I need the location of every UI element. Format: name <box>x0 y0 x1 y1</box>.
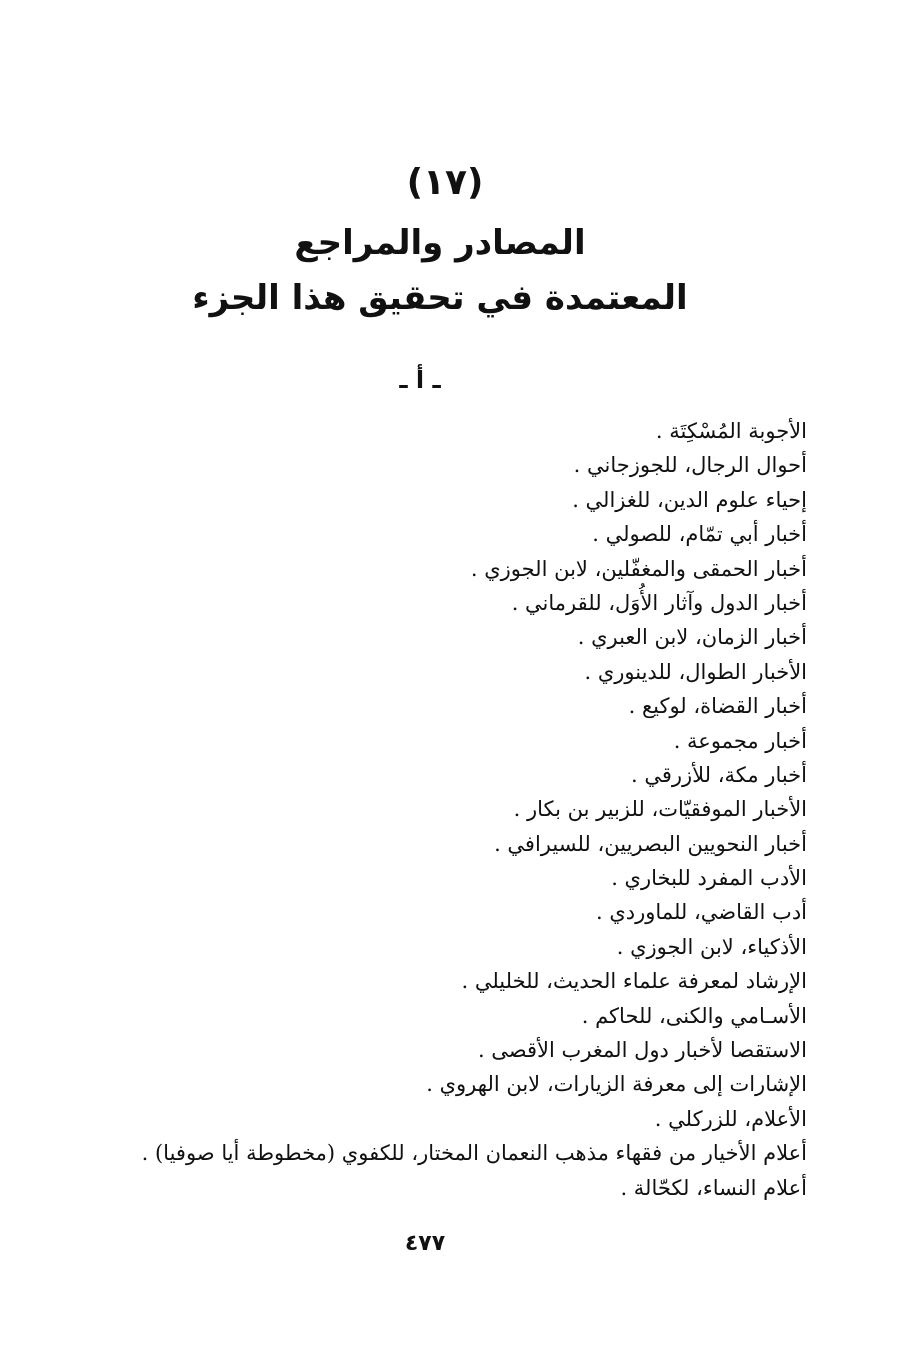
bibliography-entry: أحوال الرجال، للجوزجاني . <box>573 453 807 478</box>
chapter-number: (١٧) <box>406 162 484 203</box>
bibliography-entry: أعلام الأخيار من فقهاء مذهب النعمان المختار، للكفوي (مخطوطة أيا صوفيا) . <box>141 1141 807 1166</box>
bibliography-entry: أخبار أبي تمّام، للصولي . <box>592 522 807 547</box>
bibliography-entry: الأعلام، للزركلي . <box>654 1106 807 1131</box>
bibliography-entry: أخبار الدول وآثار الأُوَل، للقرماني . <box>511 590 807 615</box>
page-title-line-2: المعتمدة في تحقيق هذا الجزء <box>192 278 688 318</box>
bibliography-entry: إحياء علوم الدين، للغزالي . <box>572 487 807 512</box>
bibliography-entry: أخبار مكة، للأزرقي . <box>630 762 807 787</box>
bibliography-entry: أعلام النساء، لكحّالة . <box>620 1175 807 1200</box>
bibliography-entry: الأذكياء، لابن الجوزي . <box>616 934 807 959</box>
section-letter-heading: ـ أ ـ <box>399 366 441 394</box>
bibliography-entry: أخبار مجموعة . <box>673 728 807 753</box>
bibliography-entry: الاستقصا لأخبار دول المغرب الأقصى . <box>477 1038 807 1063</box>
page-title-line-1: المصادر والمراجع <box>294 223 586 263</box>
bibliography-entry: الأخبار الطوال، للدينوري . <box>584 659 807 684</box>
bibliography-entry: أخبار القضاة، لوكيع . <box>628 694 807 719</box>
bibliography-entry: الأخبار الموفقيّات، للزبير بن بكار . <box>513 797 807 822</box>
bibliography-entry: أخبار الحمقى والمغفّلين، لابن الجوزي . <box>470 556 807 581</box>
bibliography-entry: الأجوبة المُسْكِتَة . <box>655 419 807 443</box>
bibliography-entry: الإرشاد لمعرفة علماء الحديث، للخليلي . <box>461 969 807 994</box>
bibliography-list <box>87 414 807 1205</box>
bibliography-entry: الأدب المفرد للبخاري . <box>611 866 807 891</box>
bibliography-entry: الإشارات إلى معرفة الزيارات، لابن الهروي . <box>426 1072 807 1097</box>
bibliography-entry: أخبار النحويين البصريين، للسيرافي . <box>494 831 807 856</box>
page-number: ٤٧٧ <box>404 1231 446 1256</box>
bibliography-entry: أخبار الزمان، لابن العبري . <box>577 625 807 650</box>
bibliography-entry: أدب القاضي، للماوردي . <box>596 900 807 925</box>
bibliography-entry: الأسـامي والكنى، للحاكم . <box>581 1003 807 1028</box>
